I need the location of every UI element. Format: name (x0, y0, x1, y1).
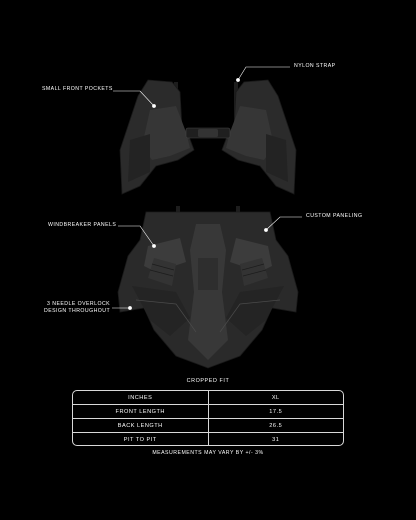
row-value: 26.5 (269, 422, 283, 429)
row-value: 17.5 (269, 408, 283, 415)
row-label: FRONT LENGTH (73, 405, 209, 418)
leader-nylon-strap (238, 67, 290, 80)
row-value: 31 (272, 437, 280, 443)
size-chart-table (72, 390, 344, 446)
callout-custom-paneling: CUSTOM PANELING (306, 213, 363, 219)
table-row (73, 433, 343, 446)
table-row (73, 419, 343, 433)
row-label: BACK LENGTH (73, 419, 209, 432)
callout-overlock (44, 301, 110, 314)
row-value: XL (271, 394, 280, 401)
callout-overlock-line2: DESIGN THROUGHOUT (44, 307, 111, 314)
vest-back-view (118, 206, 298, 368)
row-label: INCHES (73, 391, 209, 404)
callout-small-front-pockets: SMALL FRONT POCKETS (42, 86, 113, 92)
back-center-panel (188, 224, 228, 360)
measurement-disclaimer: MEASUREMENTS MAY VARY BY +/- 3% (152, 450, 264, 456)
table-row (73, 391, 343, 405)
callout-windbreaker-panels: WINDBREAKER PANELS (48, 222, 117, 228)
table-row (73, 405, 343, 419)
callout-nylon-strap: NYLON STRAP (294, 63, 336, 69)
row-label: PIT TO PIT (73, 433, 209, 446)
callout-overlock-line1: 3 NEEDLE OVERLOCK (47, 301, 111, 307)
fit-title: CROPPED FIT (186, 378, 230, 384)
vest-front-view (120, 80, 296, 194)
